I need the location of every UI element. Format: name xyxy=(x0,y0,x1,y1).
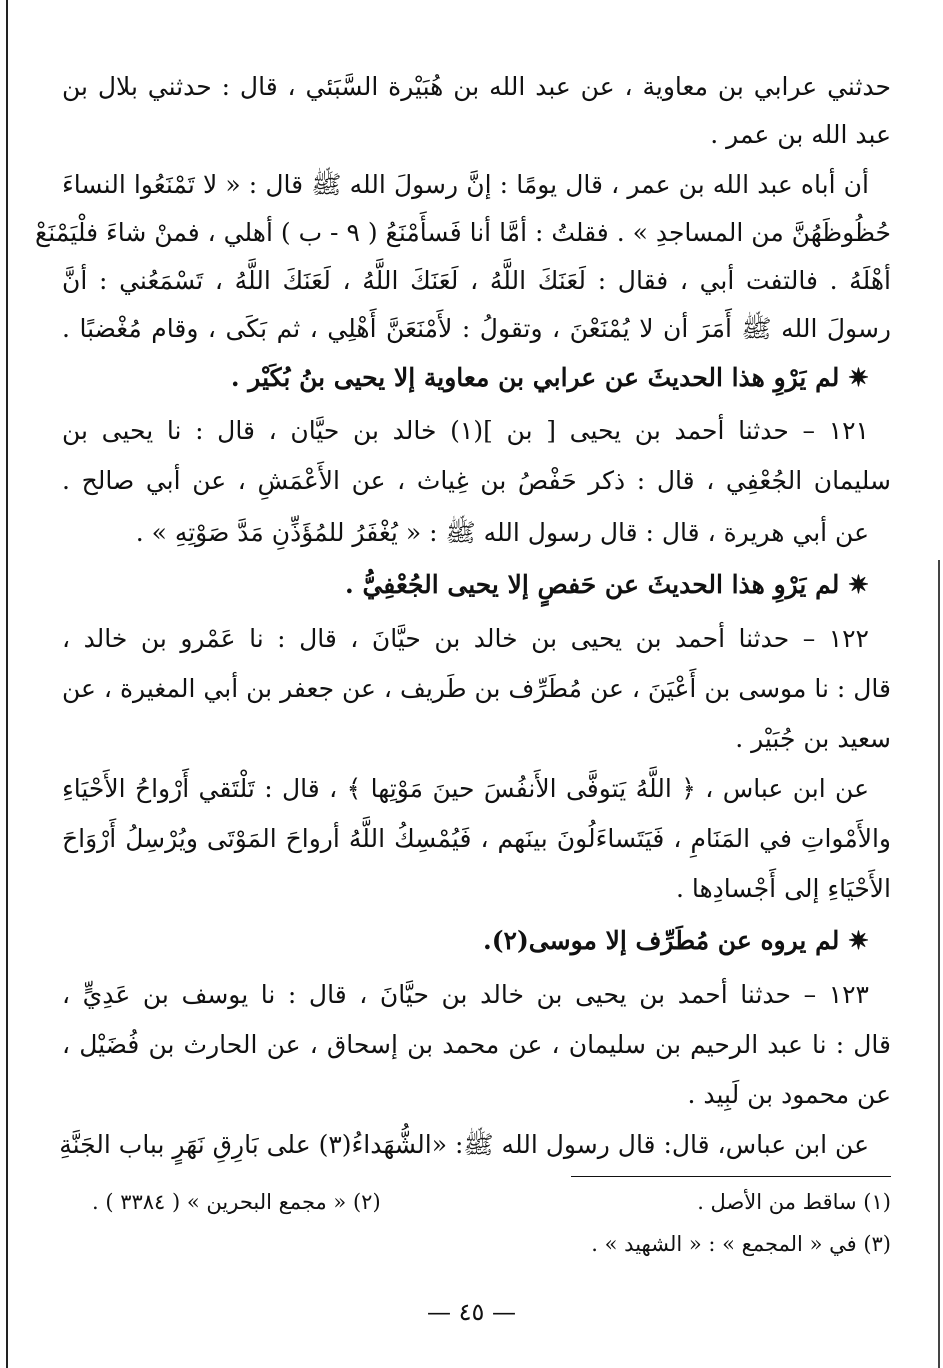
footnote-2: (٢) « مجمع البحرين » ( ٣٣٨٤ ) . xyxy=(92,1190,381,1214)
text-line: سعيد بن جُبَيْر . xyxy=(735,724,891,753)
page-edge-right xyxy=(938,560,940,1368)
page-edge-left xyxy=(6,0,8,1368)
note-line: ✷ لم يَرْوِ هذا الحديثَ عن حَفصٍ إلا يحيى الجُعْفِيُّ . xyxy=(345,570,869,599)
note-line: ✷ لم يَرْوِ هذا الحديثَ عن عرابي بن معاوية إلا يحيى بنُ بُكَيْر . xyxy=(230,363,869,392)
text-line: رسولَ الله ﷺ أَمَرَ أن لا يُمْنَعْنَ ، وتقولُ : لأَمْنَعَنَّ أَهْلِي ، ثم بَكَى ، وقام مُغْضبًا . xyxy=(62,314,891,343)
text-line: حُظُوظَهُنَّ من المساجدِ » . فقلتُ : أمَّا أنا فَسأَمْنَعُ ( ٩ - ب ) أهلي ، فمنْ شاءَ فلْيَمْنَعْ xyxy=(35,218,891,247)
text-line: أهْلَهُ . فالتفت أبي ، فقال : لَعَنَكَ اللَّهُ ، لَعَنَكَ اللَّهُ ، لَعَنَكَ اللَّهُ ، تَسْمَعُني : أنَّ xyxy=(62,266,891,295)
text-line: قال : نا موسى بن أَعْيَنَ ، عن مُطَرِّف بن طَريف ، عن جعفر بن أبي المغيرة ، عن xyxy=(62,674,891,703)
footnote-1: (١) ساقط من الأصل . xyxy=(697,1190,891,1214)
text-line: عن ابن عباس ، ﴿ اللَّهُ يَتوفَّى الأَنفُسَ حينَ مَوْتِها ﴾ ، قال : تَلْتَقي أَرْواحُ الأَحْيَاءِ xyxy=(62,774,869,803)
text-line: الأَحْيَاءِ إلى أَجْسادِها . xyxy=(675,874,891,903)
footnote-separator xyxy=(571,1176,891,1177)
text-line: سليمان الجُعْفِي ، قال : ذكر حَفْصُ بن غِياث ، عن الأَعْمَشِ ، عن أبي صالح . xyxy=(62,466,891,495)
text-line: عبد الله بن عمر . xyxy=(710,120,891,149)
hadith-heading-121: ١٢١ – حدثنا أحمد بن يحيى [ بن ](١) خالد بن حيَّان ، قال : نا يحيى بن xyxy=(62,416,869,445)
footnote-3: (٣) في « المجمع » : « الشهيد » . xyxy=(591,1232,891,1256)
text-line: قال : نا عبد الرحيم بن سليمان ، عن محمد بن إسحاق ، عن الحارث بن فُضَيْل ، xyxy=(62,1030,891,1059)
text-line: عن أبي هريرة ، قال : قال رسول الله ﷺ : « يُغْفَرُ للمُؤَذِّنِ مَدَّ صَوْتِهِ » . xyxy=(135,518,869,547)
hadith-heading-123: ١٢٣ – حدثنا أحمد بن يحيى بن خالد بن حيَّانَ ، قال : نا يوسف بن عَدِيٍّ ، xyxy=(62,980,869,1009)
text-line: أن أباه عبد الله بن عمر ، قال يومًا : إنَّ رسولَ الله ﷺ قال : « لا تَمْنَعُوا النساءَ xyxy=(62,170,869,199)
text-line: والأَمْواتِ في المَنَامِ ، فَيَتَساءَلُونَ بينَهم ، فَيُمْسِكُ اللَّهُ أرواحَ المَوْتَى ويُرْسِلُ أَرْوَاحَ xyxy=(62,824,891,853)
text-line: حدثني عرابي بن معاوية ، عن عبد الله بن هُبَيْرة السَّبَئي ، قال : حدثني بلال بن xyxy=(62,72,891,101)
note-line: ✷ لم يروه عن مُطَرِّف إلا موسى(٢). xyxy=(482,926,869,955)
hadith-heading-122: ١٢٢ – حدثنا أحمد بن يحيى بن خالد بن حيَّانَ ، قال : نا عَمْرو بن خالد ، xyxy=(62,624,869,653)
text-line: عن ابن عباس، قال: قال رسول الله ﷺ: «الشُّهَداءُ(٣) على بَارِقِ نَهَرٍ بباب الجَنَّةِ xyxy=(59,1130,869,1159)
page-number: — ٤٥ — xyxy=(426,1298,517,1326)
text-line: عن محمود بن لَبِيد . xyxy=(687,1080,891,1109)
